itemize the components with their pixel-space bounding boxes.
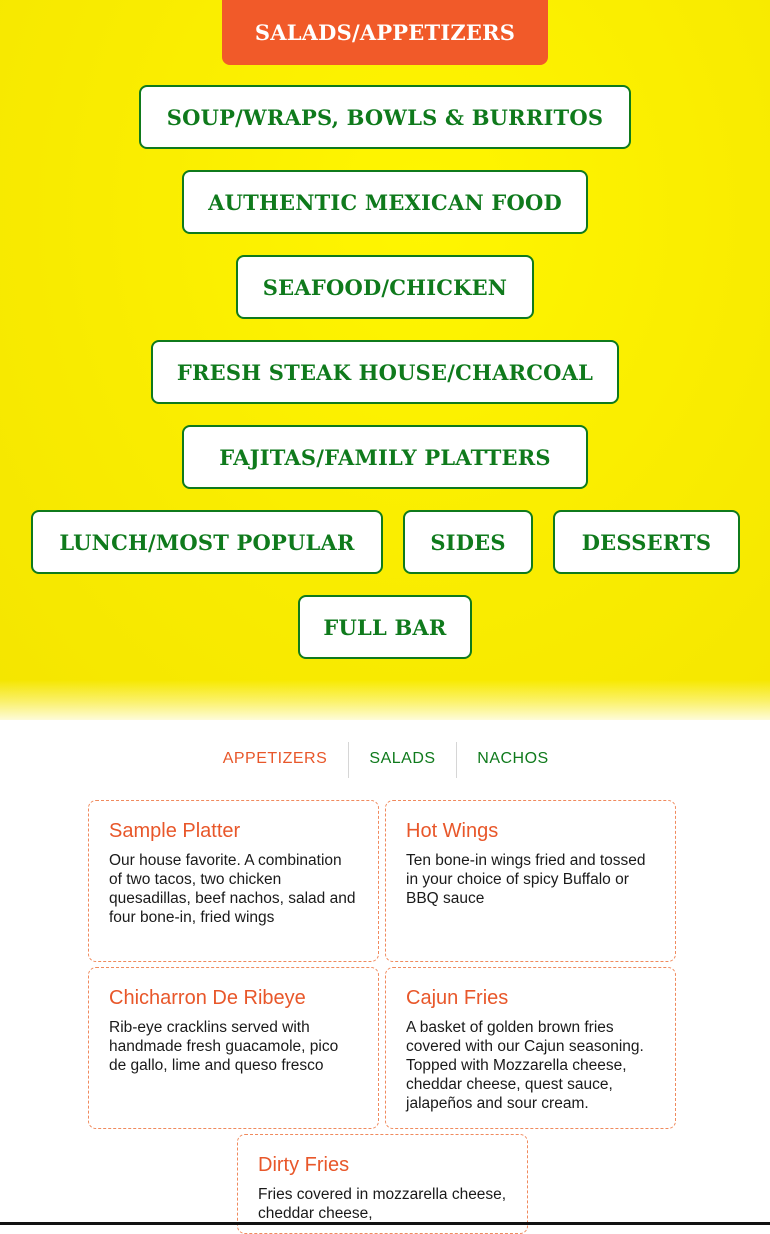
tab-appetizers[interactable]: APPETIZERS <box>222 750 328 767</box>
category-sides-button[interactable]: SIDES <box>403 510 533 574</box>
category-authentic-mexican-button[interactable]: AUTHENTIC MEXICAN FOOD <box>182 170 588 234</box>
menu-item-card[interactable] <box>88 800 379 962</box>
menu-item-title: Sample Platter <box>109 820 241 842</box>
category-seafood-chicken-button[interactable]: SEAFOOD/CHICKEN <box>236 255 534 319</box>
menu-item-title: Dirty Fries <box>258 1154 350 1176</box>
category-soup-wraps-button[interactable]: SOUP/WRAPS, BOWLS & BURRITOS <box>139 85 631 149</box>
menu-item-title: Cajun Fries <box>406 987 509 1009</box>
menu-item-card[interactable] <box>385 800 676 962</box>
hero-bottom-fade <box>0 680 770 720</box>
menu-item-description: A basket of golden brown fries covered with our Cajun seasoning. Topped with Mozzarella cheese, cheddar cheese, quest sauce, jalapeños and sour cream. <box>406 1019 644 1112</box>
menu-item-title: Hot Wings <box>406 820 499 842</box>
menu-item-title: Chicharron De Ribeye <box>109 987 306 1009</box>
category-lunch-button[interactable]: LUNCH/MOST POPULAR <box>31 510 383 574</box>
tab-nachos[interactable]: NACHOS <box>477 750 549 767</box>
menu-item-description: Rib-eye cracklins served with handmade fresh guacamole, pico de gallo, lime and queso fresco <box>109 1019 339 1074</box>
category-desserts-button[interactable]: DESSERTS <box>553 510 740 574</box>
tab-divider <box>456 742 457 778</box>
category-salads-appetizers-button[interactable]: SALADS/APPETIZERS <box>222 0 548 65</box>
category-fajitas-button[interactable]: FAJITAS/FAMILY PLATTERS <box>182 425 588 489</box>
menu-item-description: Fries covered in mozzarella cheese, cheddar cheese, <box>258 1186 507 1222</box>
menu-item-description: Our house favorite. A combination of two tacos, two chicken quesadillas, beef nachos, salad and four bone-in, fried wings <box>109 852 356 926</box>
subcategory-tabs <box>0 740 770 778</box>
menu-item-card[interactable] <box>237 1134 528 1234</box>
menu-item-card[interactable] <box>385 967 676 1129</box>
tab-divider <box>348 742 349 778</box>
tab-salads[interactable]: SALADS <box>369 750 436 767</box>
category-steak-house-button[interactable]: FRESH STEAK HOUSE/CHARCOAL <box>151 340 619 404</box>
menu-item-description: Ten bone-in wings fried and tossed in your choice of spicy Buffalo or BBQ sauce <box>406 852 646 907</box>
menu-item-card[interactable] <box>88 967 379 1129</box>
category-full-bar-button[interactable]: FULL BAR <box>298 595 472 659</box>
